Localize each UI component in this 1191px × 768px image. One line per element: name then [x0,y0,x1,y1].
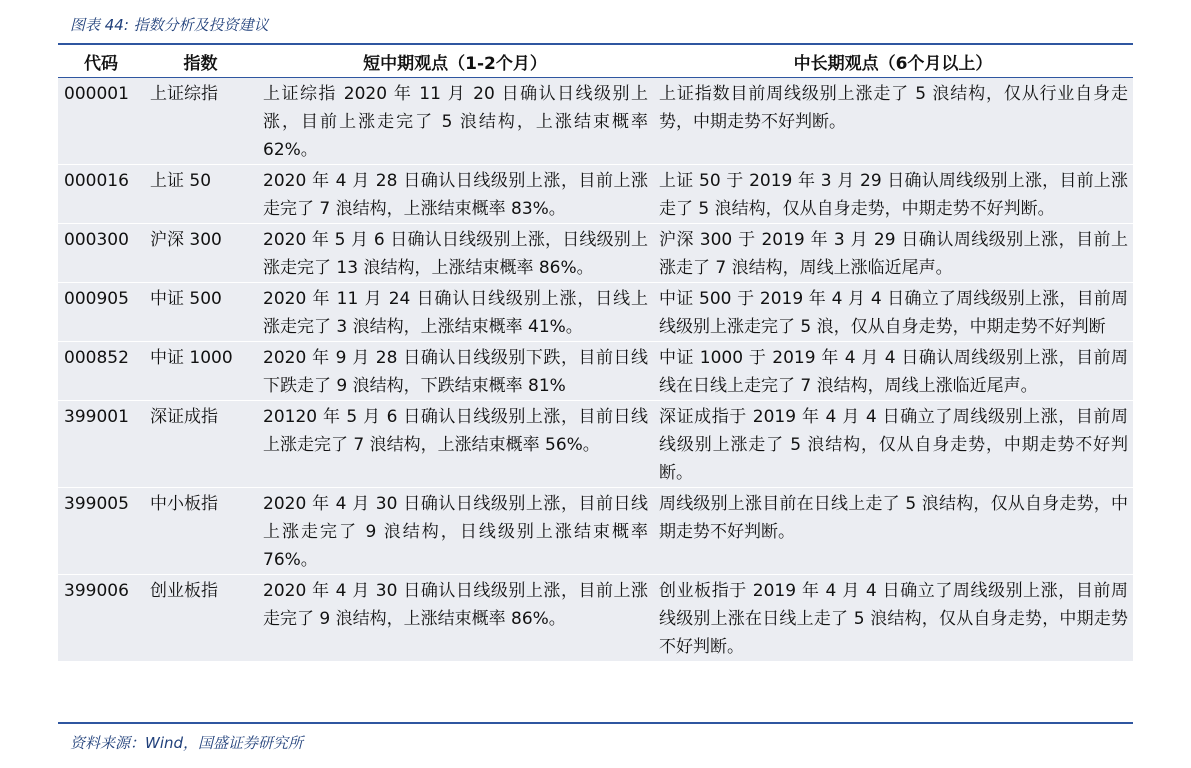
cell-code: 000001 [58,78,144,165]
cell-index-name: 中证 500 [144,283,257,342]
cell-index-name: 沪深 300 [144,224,257,283]
cell-index-name: 中小板指 [144,488,257,575]
cell-code: 000016 [58,165,144,224]
source-note: 资料来源：Wind，国盛证券研究所 [70,734,304,752]
cell-long-term: 上证指数目前周线级别上涨走了 5 浪结构，仅从行业自身走势，中期走势不好判断。 [653,78,1133,165]
table-row [58,488,1133,575]
cell-long-term: 上证 50 于 2019 年 3 月 29 日确认周线级别上涨，目前上涨走了 5 浪结构，仅从自身走势，中期走势不好判断。 [653,165,1133,224]
table-row [58,575,1133,662]
bottom-rule [58,722,1133,724]
cell-long-term: 创业板指于 2019 年 4 月 4 日确立了周线级别上涨，目前周线级别上涨在日线上走了 5 浪结构，仅从自身走势，中期走势不好判断。 [653,575,1133,662]
cell-code: 399001 [58,401,144,488]
cell-short-term: 2020 年 4 月 28 日确认日线级别上涨，目前上涨走完了 7 浪结构，上涨结束概率 83%。 [257,165,653,224]
table-body [58,78,1133,662]
cell-short-term: 2020 年 9 月 28 日确认日线级别下跌，目前日线下跌走了 9 浪结构，下跌结束概率 81% [257,342,653,401]
table-header [58,45,1133,78]
cell-long-term: 沪深 300 于 2019 年 3 月 29 日确认周线级别上涨，目前上涨走了 7 浪结构，周线上涨临近尾声。 [653,224,1133,283]
table-row [58,165,1133,224]
table-row [58,283,1133,342]
header-index: 指数 [144,45,257,78]
cell-code: 000300 [58,224,144,283]
header-row [58,45,1133,78]
cell-index-name: 深证成指 [144,401,257,488]
cell-index-name: 上证综指 [144,78,257,165]
cell-short-term: 20120 年 5 月 6 日确认日线级别上涨，目前日线上涨走完了 7 浪结构，上涨结束概率 56%。 [257,401,653,488]
cell-code: 399005 [58,488,144,575]
table-row [58,401,1133,488]
cell-long-term: 深证成指于 2019 年 4 月 4 日确立了周线级别上涨，目前周线级别上涨走了 5 浪结构，仅从自身走势，中期走势不好判断。 [653,401,1133,488]
cell-long-term: 周线级别上涨目前在日线上走了 5 浪结构，仅从自身走势，中期走势不好判断。 [653,488,1133,575]
cell-code: 000852 [58,342,144,401]
cell-short-term: 2020 年 4 月 30 日确认日线级别上涨，目前上涨走完了 9 浪结构，上涨结束概率 86%。 [257,575,653,662]
table-row [58,78,1133,165]
cell-index-name: 创业板指 [144,575,257,662]
table-row [58,342,1133,401]
cell-index-name: 上证 50 [144,165,257,224]
cell-long-term: 中证 1000 于 2019 年 4 月 4 日确认周线级别上涨，目前周线在日线上走完了 7 浪结构，周线上涨临近尾声。 [653,342,1133,401]
cell-code: 399006 [58,575,144,662]
cell-short-term: 上证综指 2020 年 11 月 20 日确认日线级别上涨，目前上涨走完了 5 浪结构，上涨结束概率 62%。 [257,78,653,165]
cell-index-name: 中证 1000 [144,342,257,401]
cell-code: 000905 [58,283,144,342]
cell-short-term: 2020 年 5 月 6 日确认日线级别上涨，日线级别上涨走完了 13 浪结构，上涨结束概率 86%。 [257,224,653,283]
cell-short-term: 2020 年 11 月 24 日确认日线级别上涨，日线上涨走完了 3 浪结构，上涨结束概率 41%。 [257,283,653,342]
header-long-term: 中长期观点（6个月以上） [653,45,1133,78]
index-analysis-table [58,45,1133,662]
cell-long-term: 中证 500 于 2019 年 4 月 4 日确立了周线级别上涨，目前周线级别上涨走完了 5 浪，仅从自身走势，中期走势不好判断 [653,283,1133,342]
figure-title: 图表 44: 指数分析及投资建议 [70,16,269,34]
header-short-term: 短中期观点（1-2个月） [257,45,653,78]
table-row [58,224,1133,283]
header-code: 代码 [58,45,144,78]
cell-short-term: 2020 年 4 月 30 日确认日线级别上涨，目前日线上涨走完了 9 浪结构，日线级别上涨结束概率 76%。 [257,488,653,575]
